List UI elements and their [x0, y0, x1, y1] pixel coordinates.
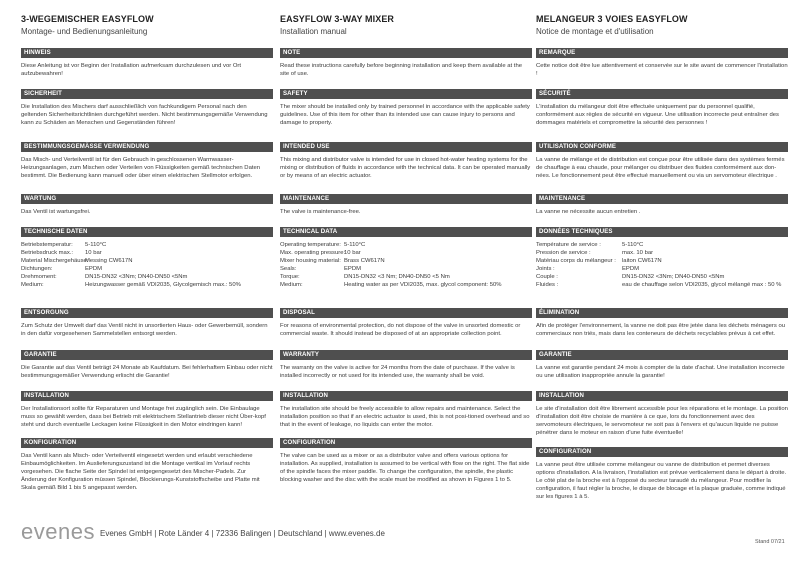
section-text: Cette notice doit être lue attentivement et conservée sur le site avant de commencer l'installation ! — [536, 63, 788, 78]
tech-value: Heizungwasser gemäß VDI2035, Glycolgemisch max.: 50% — [85, 282, 241, 289]
tech-key: Betriebstemperatur: — [21, 242, 73, 248]
section-heading: WARTUNG — [21, 194, 273, 204]
section-text: Read these instructions carefully before beginning installation and keep them available at the site of use. — [280, 63, 522, 78]
tech-value: Heating water as per VDI2035, max. glycol component: 50% — [344, 282, 502, 289]
section-text: Diese Anleitung ist vor Beginn der Installation aufmerksam durchzulesen und vor Ort aufzubewahren! — [21, 63, 242, 78]
tech-row — [536, 241, 788, 249]
tech-key: Dichtungen: — [21, 266, 53, 273]
tech-row — [280, 241, 532, 249]
evenes-logo — [21, 519, 95, 545]
section-warranty — [536, 350, 788, 380]
section-heading: ENTSORGUNG — [21, 308, 273, 318]
company-address: Evenes GmbH | Rote Länder 4 | 72336 Balingen | Deutschland | www.evenes.de — [100, 529, 385, 538]
section-installation — [21, 391, 273, 429]
section-technical-data — [21, 227, 273, 290]
manual-subtitle: Notice de montage et d'utilisation — [536, 27, 654, 36]
section-text: This mixing and distributor valve is intended for use in closed hot-water heating systems for the mixing or distribution of fluids in accordance with the technical data. It can be operated manually or by means of an electric actuator. — [280, 157, 531, 180]
section-configuration — [536, 447, 788, 501]
section-technical-data — [280, 227, 532, 290]
manual-title: MELANGEUR 3 VOIES EASYFLOW — [536, 14, 688, 24]
tech-row — [21, 265, 273, 273]
section-disposal — [536, 308, 788, 338]
section-heading: INSTALLATION — [21, 391, 273, 401]
column-fr — [536, 14, 788, 501]
tech-value: EPDM — [344, 266, 362, 273]
tech-row — [536, 257, 788, 265]
section-intended-use — [536, 142, 788, 180]
tech-value: 5-110°C — [344, 242, 366, 248]
section-maintenance — [21, 194, 273, 216]
tech-key: Fluides : — [536, 282, 559, 289]
section-intended-use — [280, 142, 532, 180]
section-text: L'installation du mélangeur doit être effectuée uniquement par du personnel qualifié, conformément aux règles de sécurité en vigueur. Une utilisation incorrecte peut entraîner des dommages matériels et compromettre la sécurité des personnes ! — [536, 104, 779, 127]
tech-key: Seals: — [280, 266, 297, 273]
section-warranty — [280, 350, 532, 380]
section-heading: DONNÉES TECHNIQUES — [536, 227, 788, 237]
tech-row — [280, 265, 532, 273]
section-heading: SAFETY — [280, 89, 532, 99]
section-maintenance — [280, 194, 532, 216]
section-intended-use — [21, 142, 273, 180]
section-text: Das Ventil ist wartungsfrei. — [21, 209, 91, 215]
section-text: La vanne est garantie pendant 24 mois à compter de la date d'achat. Une installation incorrecte ou une utilisation inappropriée annule la garantie! — [536, 365, 785, 380]
section-heading: TECHNICAL DATA — [280, 227, 532, 237]
tech-table — [536, 241, 788, 290]
section-text: Das Ventil kann als Misch- oder Verteilventil eingesetzt werden und erlaubt verschiedene Einbaumöglichkeiten. Im Auslieferungszustand ist die Montage vertikal im Vorlauf rechts vorgesehen. Die flache Seite der Spindel ist entgegengesetzt des Mischer-Padels. Zur Änderung der Konfiguration müssen Spindel, Blockierungs-Kunststoffscheibe und Platte mit Skala gemäß Bild 1 bis 5 angepasst werden. — [21, 453, 260, 492]
section-heading: CONFIGURATION — [280, 438, 532, 448]
tech-value: DN15-DN32 <3Nm; DN40-DN50 <5Nm — [85, 274, 188, 281]
tech-value: DN15-DN32 <3 Nm; DN40-DN50 <5 Nm — [344, 274, 450, 281]
tech-value: max. 10 bar — [622, 250, 654, 257]
tech-table — [280, 241, 532, 290]
tech-row — [21, 241, 273, 249]
tech-row — [536, 249, 788, 257]
tech-row — [21, 273, 273, 281]
revision-stamp: Stand 07/21 — [755, 539, 785, 545]
tech-value: EPDM — [85, 266, 103, 273]
tech-value: 5-110°C — [622, 242, 644, 248]
section-heading: GARANTIE — [21, 350, 273, 360]
section-text: La vanne de mélange et de distribution est conçue pour être utilisée dans des systèmes fermés de chauffage à eau chaude, pour mélanger ou distribuer des fluides conformément aux don-nées. Le fonctionnement peut être effectué manuellement ou via un servomoteur électrique . — [536, 157, 785, 180]
column-en — [280, 14, 532, 484]
section-note — [536, 48, 788, 78]
tech-row — [536, 273, 788, 281]
section-text: Das Misch- und Verteilventil ist für den Gebrauch in geschlossenen Warmwasser-Heizungsanlagen, zum Mischen oder Verteilen von Flüssigkeiten gemäß technischen Daten bestimmt. Die Bedienung kann manuell oder über einen elektrischen Stellmotor erfolgen. — [21, 157, 261, 180]
tech-table — [21, 241, 273, 290]
tech-key: Operating temperature: — [280, 242, 341, 248]
tech-value: laiton CW617N — [622, 258, 662, 265]
section-heading: UTILISATION CONFORME — [536, 142, 788, 152]
section-text: For reasons of environmental protection, do not dispose of the valve in unsorted domestic or commercial waste. It should instead be disposed of at an appropriate collection point. — [280, 323, 521, 338]
section-text: The installation site should be freely accessible to allow repairs and maintenance. Select the installation position so that if an electric actuator is used, this is not posi-tioned overhead and so that in the event of leakage, no liquids can enter the motor. — [280, 406, 530, 429]
tech-key: Medium: — [280, 282, 303, 289]
section-configuration — [21, 438, 273, 492]
tech-row — [21, 249, 273, 257]
section-installation — [280, 391, 532, 429]
tech-key: Température de service : — [536, 242, 601, 248]
tech-row — [536, 265, 788, 273]
manual-title: EASYFLOW 3-WAY MIXER — [280, 14, 395, 24]
section-heading: SICHERHEIT — [21, 89, 273, 99]
section-heading: GARANTIE — [536, 350, 788, 360]
logo-wordmark: evenes — [21, 519, 95, 544]
tech-key: Torque: — [280, 274, 300, 281]
tech-value: EPDM — [622, 266, 640, 273]
section-safety — [21, 89, 273, 127]
section-heading: SÉCURITÉ — [536, 89, 788, 99]
section-text: The valve is maintenance-free. — [280, 209, 361, 215]
section-text: The warranty on the valve is active for 24 months from the date of purchase. If the valve is installed incorrectly or not used for its intended use, the warranty shall be void. — [280, 365, 515, 380]
section-text: The mixer should be installed only by trained personnel in accordance with the applicable safety guidelines. Use of this item for other than its intended use can cause injury to persons and damage to property. — [280, 104, 530, 127]
tech-key: Max. operating pressure: — [280, 250, 346, 257]
section-text: Le site d'installation doit être librement accessible pour les réparations et le montage. La position d'installation doit être choisie de manière à ce que, lors du fonctionnement avec des servomoteurs électriques, le servomoteur ne soit pas à l'envers et qu'aucun liquide ne puisse pénétrer dans le moteur en raison d'une fuite éventuelle! — [536, 406, 788, 437]
tech-key: Betriebsdruck max.: — [21, 250, 74, 257]
section-heading: REMARQUE — [536, 48, 788, 58]
tech-key: Matériau corps du mélangeur : — [536, 258, 616, 265]
section-technical-data — [536, 227, 788, 290]
section-disposal — [280, 308, 532, 338]
tech-row — [536, 281, 788, 289]
tech-row — [280, 273, 532, 281]
tech-key: Drehmoment: — [21, 274, 57, 281]
section-installation — [536, 391, 788, 437]
tech-value: Messing CW617N — [85, 258, 133, 265]
tech-key: Joints : — [536, 266, 555, 273]
page-footer — [0, 513, 808, 553]
section-heading: MAINTENANCE — [280, 194, 532, 204]
column-de — [21, 14, 273, 492]
section-maintenance — [536, 194, 788, 216]
section-heading: DISPOSAL — [280, 308, 532, 318]
tech-row — [280, 281, 532, 289]
section-configuration — [280, 438, 532, 484]
section-text: Zum Schutz der Umwelt darf das Ventil nicht in unsortierten Haus- oder Gewerbemüll, sondern in den dafür vorgesehenen Sammelstellen entsorgt werden. — [21, 323, 268, 338]
section-heading: INSTALLATION — [536, 391, 788, 401]
section-text: The valve can be used as a mixer or as a distributor valve and offers various options for installation. As supplied, installation is assumed to be vertical with flow on the right. The flat side of the spindle faces the mixer paddle. To change the configuration, the spindle, the plastic blocking washer and the disc with the scale must be modified as shown in Figures 1 to 5. — [280, 453, 530, 484]
section-note — [280, 48, 532, 78]
manual-subtitle: Montage- und Bedienungsanleitung — [21, 27, 148, 36]
tech-value: 10 bar — [85, 250, 102, 257]
section-heading: MAINTENANCE — [536, 194, 788, 204]
tech-value: eau de chauffage selon VDI2035, glycol mélangé max : 50 % — [622, 282, 782, 289]
section-heading: TECHNISCHE DATEN — [21, 227, 273, 237]
tech-key: Pression de service : — [536, 250, 591, 257]
tech-row — [21, 257, 273, 265]
section-heading: WARRANTY — [280, 350, 532, 360]
section-safety — [280, 89, 532, 127]
section-heading: INTENDED USE — [280, 142, 532, 152]
tech-key: Couple : — [536, 274, 558, 281]
section-heading: BESTIMMUNGSGEMÄSSE VERWENDUNG — [21, 142, 273, 152]
section-heading: CONFIGURATION — [536, 447, 788, 457]
section-text: Die Garantie auf das Ventil beträgt 24 Monate ab Kaufdatum. Bei fehlerhaftem Einbau oder nicht bestimmungsgemäßer Verwendung erlischt die Garantie! — [21, 365, 273, 380]
section-text: Die Installation des Mischers darf ausschließlich von fachkundigem Personal nach den geltenden Sicherheitsrichtlinien durchgeführt werden. Nicht bestimmungsgemäße Verwendung kann zu Schäden an Menschen und Gegenständen führen! — [21, 104, 268, 127]
section-heading: INSTALLATION — [280, 391, 532, 401]
tech-value: DN15-DN32 <3Nm; DN40-DN50 <5Nm — [622, 274, 725, 281]
section-text: La vanne ne nécessite aucun entretien . — [536, 209, 641, 215]
manual-title: 3-WEGEMISCHER EASYFLOW — [21, 14, 154, 24]
manual-subtitle: Installation manual — [280, 27, 347, 36]
tech-row — [280, 257, 532, 265]
tech-value: 10 bar — [344, 250, 361, 257]
tech-key: Mixer housing material: — [280, 258, 341, 265]
section-text: Afin de protéger l'environnement, la vanne ne doit pas être jetée dans les déchets ménagers ou commerciaux non triés, mais dans les conteneurs de déchets recyclables prévus à cet effet. — [536, 323, 786, 338]
tech-value: Brass CW617N — [344, 258, 385, 265]
tech-value: 5-110°C — [85, 242, 107, 248]
tech-key: Material Mischergehäuse: — [21, 258, 89, 265]
section-heading: KONFIGURATION — [21, 438, 273, 448]
tech-row — [280, 249, 532, 257]
section-safety — [536, 89, 788, 127]
section-heading: HINWEIS — [21, 48, 273, 58]
section-warranty — [21, 350, 273, 380]
tech-key: Medium: — [21, 282, 44, 289]
section-disposal — [21, 308, 273, 338]
section-text: La vanne peut être utilisée comme mélangeur ou vanne de distribution et permet diverses options d'installation. A la livraison, l'installation est prévue verticalement dans le départ à droite. Le côté plat de la broche est à l'opposé du secteur taraudé du mélangeur. Pour modifier la configuration, il faut régler la broche, le disque de blocage et la plaque graduée, comme indiqué sur les figures 1 à 5. — [536, 462, 787, 501]
section-text: Der Installationsort sollte für Reparaturen und Montage frei zugänglich sein. Die Einbaulage muss so gewählt werden, dass bei Betrieb mit elektrischem Stellantrieb dieser nicht Über-kopf steht und durch eventuelle Leckagen keine Flüssigkeit in den Motor eindringen kann! — [21, 406, 266, 429]
section-heading: NOTE — [280, 48, 532, 58]
section-heading: ÉLIMINATION — [536, 308, 788, 318]
section-note — [21, 48, 273, 78]
tech-row — [21, 281, 273, 289]
